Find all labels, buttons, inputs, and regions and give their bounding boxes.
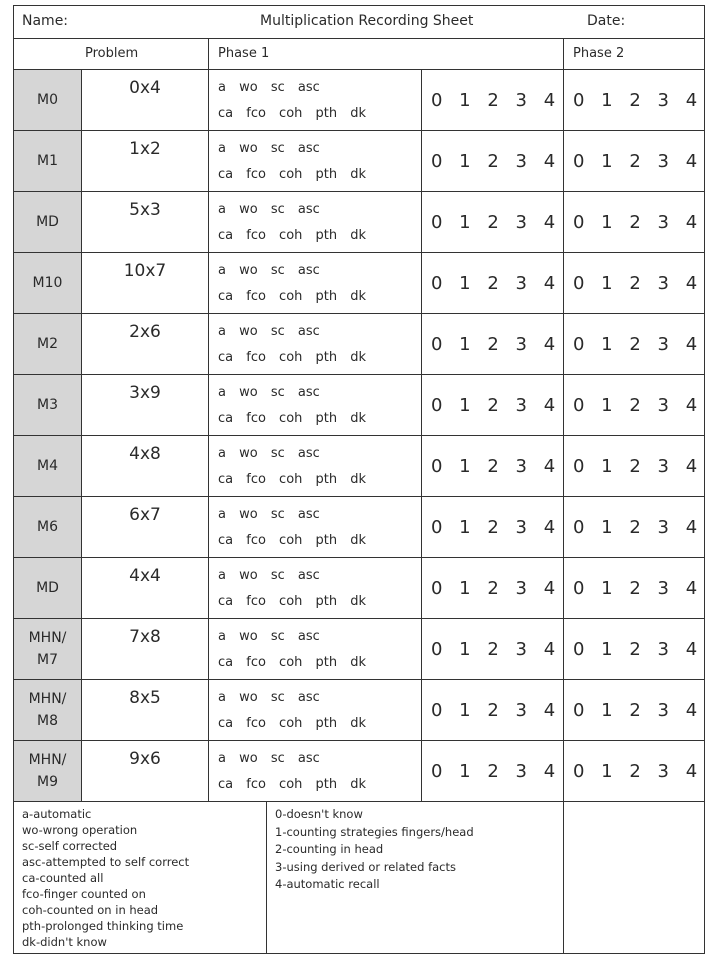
fact-code: MHN/ M7 (14, 619, 82, 679)
strategy-codes-line2: ca fco coh pth dk (218, 228, 367, 243)
phase1-score-scale[interactable]: 0 1 2 3 4 (422, 375, 564, 435)
name-label: Name: (22, 13, 69, 29)
strategy-codes-line2: ca fco coh pth dk (218, 655, 367, 670)
strategy-codes-line2: ca fco coh pth dk (218, 167, 367, 182)
strategy-codes-cell[interactable] (209, 497, 422, 557)
problem-cell: 5x3 (82, 192, 209, 252)
strategy-codes-cell[interactable] (209, 253, 422, 313)
sheet-header (14, 6, 704, 39)
strategy-codes-cell[interactable] (209, 314, 422, 374)
strategy-codes-cell[interactable] (209, 70, 422, 130)
phase1-score-scale[interactable]: 0 1 2 3 4 (422, 741, 564, 801)
phase2-score-scale[interactable]: 0 1 2 3 4 (573, 272, 698, 294)
problem-cell: 1x2 (82, 131, 209, 191)
table-row (14, 497, 704, 558)
strategy-codes-line2: ca fco coh pth dk (218, 472, 367, 487)
table-row (14, 619, 704, 680)
phase2-score-scale[interactable]: 0 1 2 3 4 (573, 89, 698, 111)
strategy-codes-cell[interactable] (209, 192, 422, 252)
strategy-code-legend (14, 801, 267, 953)
legend-item: 4-automatic recall (275, 877, 380, 891)
fact-code: M2 (14, 314, 82, 374)
strategy-codes-line2: ca fco coh pth dk (218, 777, 367, 792)
legend-item: coh-counted on in head (22, 903, 159, 917)
phase2-score-scale[interactable]: 0 1 2 3 4 (573, 699, 698, 721)
fact-code: MD (14, 558, 82, 618)
problem-cell: 4x8 (82, 436, 209, 496)
legend-item: asc-attempted to self correct (22, 855, 190, 869)
column-headers (14, 39, 704, 70)
table-row (14, 680, 704, 741)
fact-code: M10 (14, 253, 82, 313)
legend-item: 0-doesn't know (275, 807, 363, 821)
phase2-header: Phase 2 (573, 46, 625, 61)
legend-item: fco-finger counted on (22, 887, 146, 901)
recording-sheet (13, 5, 705, 954)
legend-item: 2-counting in head (275, 842, 384, 856)
table-row (14, 131, 704, 192)
table-row (14, 375, 704, 436)
phase1-score-scale[interactable]: 0 1 2 3 4 (422, 314, 564, 374)
strategy-codes-line1: a wo sc asc (218, 141, 320, 156)
strategy-codes-line1: a wo sc asc (218, 324, 320, 339)
strategy-codes-line1: a wo sc asc (218, 202, 320, 217)
strategy-codes-line2: ca fco coh pth dk (218, 289, 367, 304)
phase1-score-scale[interactable]: 0 1 2 3 4 (422, 680, 564, 740)
problem-cell: 10x7 (82, 253, 209, 313)
fact-code: M3 (14, 375, 82, 435)
phase1-header-cell (209, 39, 564, 69)
legend-item: a-automatic (22, 807, 92, 821)
problem-cell: 6x7 (82, 497, 209, 557)
problem-header-cell (14, 39, 209, 69)
phase2-score-scale[interactable]: 0 1 2 3 4 (573, 638, 698, 660)
fact-code: MD (14, 192, 82, 252)
phase2-header-cell (564, 39, 706, 69)
strategy-codes-line1: a wo sc asc (218, 568, 320, 583)
problem-cell: 0x4 (82, 70, 209, 130)
fact-code: MHN/ M8 (14, 680, 82, 740)
fact-code: M1 (14, 131, 82, 191)
fact-code: MHN/ M9 (14, 741, 82, 801)
legend-item: 1-counting strategies fingers/head (275, 824, 474, 839)
legend-item: wo-wrong operation (22, 823, 138, 837)
table-row (14, 253, 704, 314)
legend (14, 801, 704, 953)
strategy-codes-line1: a wo sc asc (218, 629, 320, 644)
strategy-codes-line1: a wo sc asc (218, 263, 320, 278)
table-row (14, 558, 704, 619)
table-row (14, 192, 704, 253)
phase1-score-scale[interactable]: 0 1 2 3 4 (422, 558, 564, 618)
strategy-codes-cell[interactable] (209, 619, 422, 679)
table-row (14, 436, 704, 497)
phase1-score-scale[interactable]: 0 1 2 3 4 (422, 131, 564, 191)
strategy-codes-line1: a wo sc asc (218, 690, 320, 705)
phase2-score-scale[interactable]: 0 1 2 3 4 (573, 211, 698, 233)
problem-cell: 8x5 (82, 680, 209, 740)
strategy-codes-cell[interactable] (209, 131, 422, 191)
strategy-codes-line2: ca fco coh pth dk (218, 716, 367, 731)
strategy-codes-cell[interactable] (209, 680, 422, 740)
phase2-score-scale[interactable]: 0 1 2 3 4 (573, 333, 698, 355)
strategy-codes-cell[interactable] (209, 436, 422, 496)
score-legend (267, 801, 564, 953)
phase1-score-scale[interactable]: 0 1 2 3 4 (422, 619, 564, 679)
phase2-score-scale[interactable]: 0 1 2 3 4 (573, 577, 698, 599)
legend-blank-cell (564, 801, 706, 953)
date-label: Date: (587, 13, 626, 29)
fact-code: M4 (14, 436, 82, 496)
strategy-codes-cell[interactable] (209, 741, 422, 801)
problem-cell: 3x9 (82, 375, 209, 435)
strategy-codes-line2: ca fco coh pth dk (218, 350, 367, 365)
problem-header: Problem (85, 46, 139, 61)
phase2-score-scale[interactable]: 0 1 2 3 4 (573, 516, 698, 538)
phase1-score-scale[interactable]: 0 1 2 3 4 (422, 497, 564, 557)
strategy-codes-line2: ca fco coh pth dk (218, 594, 367, 609)
table-row (14, 314, 704, 375)
sheet-title: Multiplication Recording Sheet (260, 13, 474, 29)
strategy-codes-cell[interactable] (209, 375, 422, 435)
phase2-score-scale[interactable]: 0 1 2 3 4 (573, 455, 698, 477)
table-row (14, 741, 704, 802)
strategy-codes-line1: a wo sc asc (218, 385, 320, 400)
strategy-codes-line2: ca fco coh pth dk (218, 533, 367, 548)
strategy-codes-line1: a wo sc asc (218, 507, 320, 522)
problem-cell: 7x8 (82, 619, 209, 679)
fact-code: M6 (14, 497, 82, 557)
strategy-codes-line2: ca fco coh pth dk (218, 411, 367, 426)
strategy-codes-line1: a wo sc asc (218, 751, 320, 766)
phase1-score-scale[interactable]: 0 1 2 3 4 (422, 436, 564, 496)
legend-item: dk-didn't know (22, 935, 107, 949)
phase2-score-scale[interactable]: 0 1 2 3 4 (573, 150, 698, 172)
legend-item: ca-counted all (22, 871, 104, 885)
strategy-codes-line1: a wo sc asc (218, 446, 320, 461)
problem-cell: 4x4 (82, 558, 209, 618)
phase1-score-scale[interactable]: 0 1 2 3 4 (422, 192, 564, 252)
fact-code: M0 (14, 70, 82, 130)
phase2-score-scale[interactable]: 0 1 2 3 4 (573, 394, 698, 416)
phase2-score-scale[interactable]: 0 1 2 3 4 (573, 760, 698, 782)
strategy-codes-line2: ca fco coh pth dk (218, 106, 367, 121)
phase1-header: Phase 1 (218, 46, 270, 61)
problem-cell: 9x6 (82, 741, 209, 801)
strategy-codes-line1: a wo sc asc (218, 80, 320, 95)
phase1-score-scale[interactable]: 0 1 2 3 4 (422, 253, 564, 313)
phase1-score-scale[interactable]: 0 1 2 3 4 (422, 70, 564, 130)
strategy-codes-cell[interactable] (209, 558, 422, 618)
legend-item: pth-prolonged thinking time (22, 919, 184, 933)
table-row (14, 70, 704, 131)
problem-cell: 2x6 (82, 314, 209, 374)
legend-item: sc-self corrected (22, 839, 118, 853)
legend-item: 3-using derived or related facts (275, 859, 456, 874)
